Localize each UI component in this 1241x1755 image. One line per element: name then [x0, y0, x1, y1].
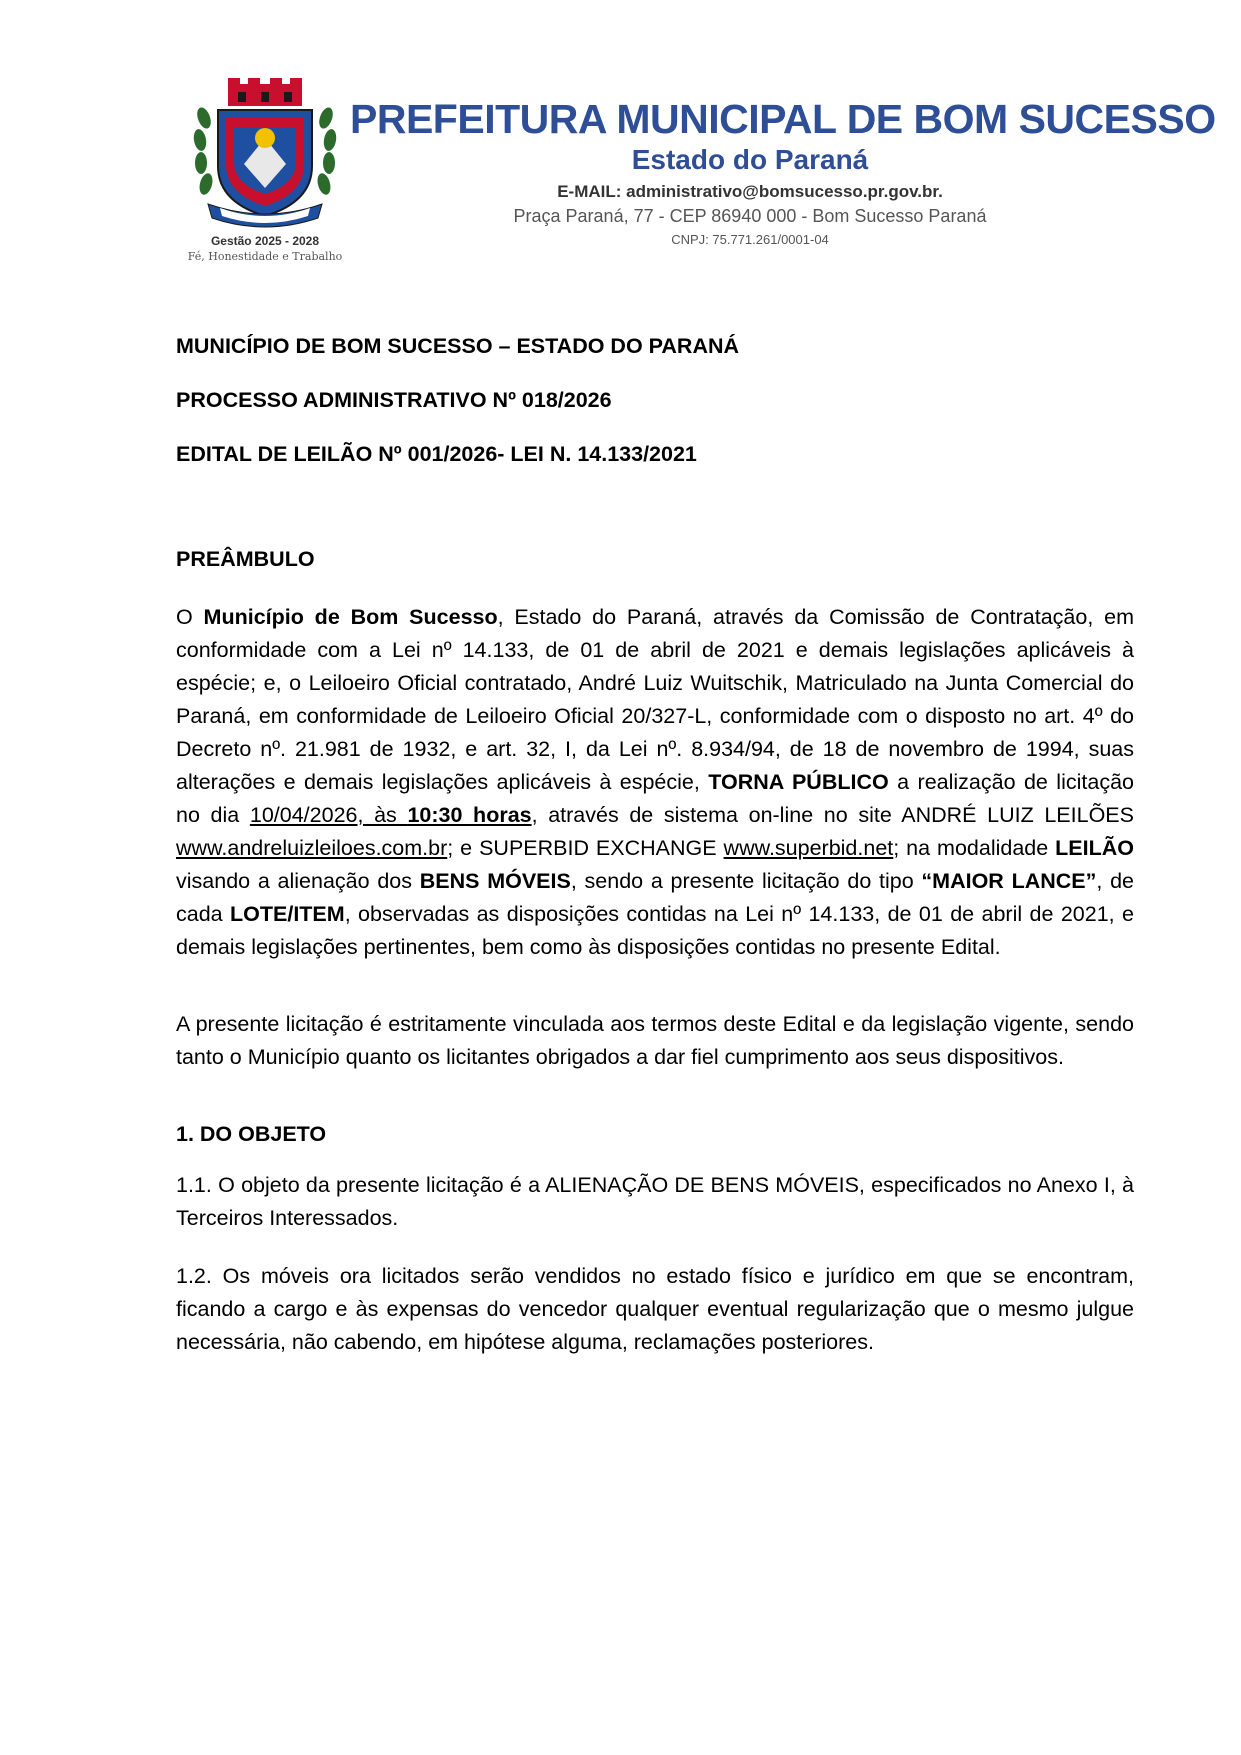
document-body [176, 330, 1134, 1359]
section-objeto-title: 1. DO OBJETO [176, 1122, 327, 1146]
municipal-crest-icon [190, 78, 340, 228]
heading-municipio: MUNICÍPIO DE BOM SUCESSO – ESTADO DO PARANÁ [176, 334, 740, 358]
prefeitura-title: PREFEITURA MUNICIPAL DE BOM SUCESSO [350, 96, 1216, 142]
clause-1-2: 1.2. Os móveis ora licitados serão vendidos no estado físico e jurídico em que se encontram, ficando a cargo e às expensas do vencedor qualquer eventual regularização que o mesmo julgue necessária, não cabendo, em hipótese alguma, reclamações posteriores. [176, 1264, 1134, 1354]
vinculacao-paragraph: A presente licitação é estritamente vinculada aos termos deste Edital e da legislação vigente, sendo tanto o Município quanto os licitantes obrigados a dar fiel cumprimento aos seus dispositivos. [176, 1012, 1134, 1069]
gestao-label: Gestão 2025 - 2028 [210, 234, 320, 248]
clause-1-1: 1.1. O objeto da presente licitação é a ALIENAÇÃO DE BENS MÓVEIS, especificados no Anexo I, à Terceiros Interessados. [176, 1173, 1134, 1230]
email-line: E-MAIL: administrativo@bomsucesso.pr.gov.br. [557, 182, 943, 201]
cnpj-line: CNPJ: 75.771.261/0001-04 [671, 232, 829, 247]
superbid-link[interactable]: www.superbid.net [723, 836, 894, 860]
motto-label: Fé, Honestidade e Trabalho [187, 250, 343, 263]
andreluiz-link[interactable]: www.andreluizleiloes.com.br [176, 836, 448, 860]
preambulo-title: PREÂMBULO [176, 547, 315, 571]
preambulo-paragraph: O Município de Bom Sucesso, Estado do Paraná, através da Comissão de Contratação, em conformidade com a Lei nº 14.133, de 01 de abril de 2021 e demais legislações aplicáveis à espécie; e, o Leiloeiro Oficial contratado, André Luiz Wuitschik, Matriculado na Junta Comercial do Paraná, em conformidade de Leiloeiro Oficial 20/327-L, conformidade com o disposto no art. 4º do Decreto nº. 21.981 de 1932, e art. 32, I, da Lei nº. 8.934/94, de 18 de novembro de 1994, suas alterações e demais legislações aplicáveis à espécie, TORNA PÚBLICO a realização de licitação no dia 10/04/2026, às 10:30 horas, através de sistema on-line no site ANDRÉ LUIZ LEILÕES www.andreluizleiloes.com.br; e SUPERBID EXCHANGE www.superbid.net; na modalidade LEILÃO visando a alienação dos BENS MÓVEIS, sendo a presente licitação do tipo “MAIOR LANCE”, de cada LOTE/ITEM, observadas as disposições contidas na Lei nº 14.133, de 01 de abril de 2021, e demais legislações pertinentes, bem como às disposições contidas no presente Edital. [176, 605, 1134, 959]
state-subtitle: Estado do Paraná [631, 144, 869, 175]
heading-processo: PROCESSO ADMINISTRATIVO Nº 018/2026 [176, 388, 612, 412]
heading-edital: EDITAL DE LEILÃO Nº 001/2026- LEI N. 14.133/2021 [176, 442, 697, 466]
address-line: Praça Paraná, 77 - CEP 86940 000 - Bom Sucesso Paraná [513, 206, 987, 226]
letterhead [0, 0, 1241, 270]
